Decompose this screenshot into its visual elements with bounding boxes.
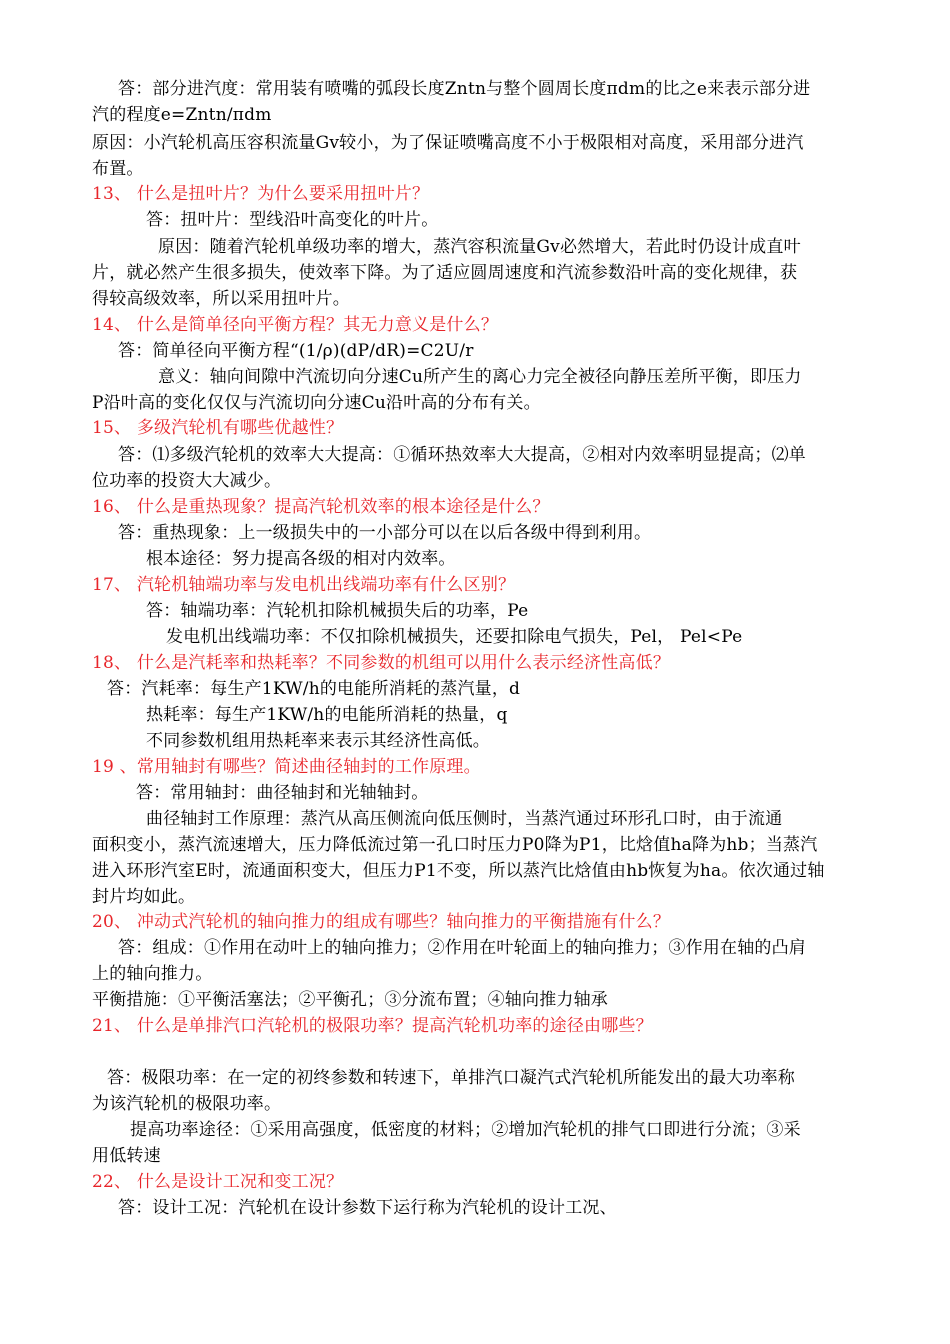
answer-line: 汽的程度e=Zntn/πdm [92,105,272,125]
answer-line: 热耗率：每生产1KW/h的电能所消耗的热量，q [146,705,508,725]
question-heading: 20、 冲动式汽轮机的轴向推力的组成有哪些？轴向推力的平衡措施有什么？ [92,912,671,932]
answer-line: 得较高级效率，所以采用扭叶片。 [92,289,350,309]
answer-line: 答：重热现象：上一级损失中的一小部分可以在以后各级中得到利用。 [118,523,652,543]
answer-line: 答：常用轴封：曲径轴封和光轴轴封。 [136,783,429,803]
answer-line: 不同参数机组用热耗率来表示其经济性高低。 [146,731,490,751]
answer-line: 原因：小汽轮机高压容积流量Gv较小，为了保证喷嘴高度不小于极限相对高度，采用部分进汽 [92,133,804,153]
answer-line: 上的轴向推力。 [92,964,213,984]
answer-line: 用低转速 [92,1146,161,1166]
answer-line: 面积变小，蒸汽流速增大，压力降低流过第一孔口时压力P0降为P1，比焓值ha降为hb；当蒸汽 [92,835,818,855]
question-heading: 16、 什么是重热现象？提高汽轮机效率的根本途径是什么？ [92,497,550,517]
answer-line: 原因：随着汽轮机单级功率的增大，蒸汽容积流量Gv必然增大，若此时仍设计成直叶 [158,237,801,257]
question-heading: 21、 什么是单排汽口汽轮机的极限功率？提高汽轮机功率的途径由哪些？ [92,1016,653,1036]
answer-line: P沿叶高的变化仅仅与汽流切向分速Cu沿叶高的分布有关。 [92,393,541,413]
answer-line: 答：极限功率：在一定的初终参数和转速下，单排汽口凝汽式汽轮机所能发出的最大功率称 [107,1068,795,1088]
answer-line: 为该汽轮机的极限功率。 [92,1094,282,1114]
answer-line: 根本途径：努力提高各级的相对内效率。 [146,549,456,569]
answer-line: 曲径轴封工作原理：蒸汽从高压侧流向低压侧时，当蒸汽通过环形孔口时，由于流通 [146,809,783,829]
question-heading: 18、 什么是汽耗率和热耗率？不同参数的机组可以用什么表示经济性高低？ [92,653,671,673]
answer-line: 答：轴端功率：汽轮机扣除机械损失后的功率，Pe [146,601,529,621]
question-heading: 15、 多级汽轮机有哪些优越性？ [92,418,344,438]
answer-line: 片，就必然产生很多损失，使效率下降。为了适应圆周速度和汽流参数沿叶高的变化规律，获 [92,263,798,283]
answer-line: 答：扭叶片：型线沿叶高变化的叶片。 [146,210,439,230]
answer-line: 答：⑴多级汽轮机的效率大大提高：①循环热效率大大提高，②相对内效率明显提高；⑵单 [118,445,806,465]
answer-line: 布置。 [92,159,144,179]
answer-line: 发电机出线端功率：不仅扣除机械损失，还要扣除电气损失，Pel， Pel<Pe [166,627,743,647]
question-heading: 13、 什么是扭叶片？为什么要采用扭叶片？ [92,184,430,204]
answer-line: 答：汽耗率：每生产1KW/h的电能所消耗的蒸汽量，d [107,679,521,699]
answer-line: 意义：轴向间隙中汽流切向分速Cu所产生的离心力完全被径向静压差所平衡，即压力 [158,367,802,387]
answer-line: 平衡措施：①平衡活塞法；②平衡孔；③分流布置；④轴向推力轴承 [92,990,608,1010]
answer-line: 答：简单径向平衡方程“(1/ρ)(dP/dR)=C2U/r [118,341,474,361]
answer-line: 答：部分进汽度：常用装有喷嘴的弧段长度Zntn与整个圆周长度πdm的比之e来表示部分进 [118,79,811,99]
answer-line: 答：设计工况：汽轮机在设计参数下运行称为汽轮机的设计工况、 [118,1198,617,1218]
question-heading: 19 、常用轴封有哪些？简述曲径轴封的工作原理。 [92,757,481,777]
question-heading: 14、 什么是简单径向平衡方程？其无力意义是什么？ [92,315,499,335]
answer-line: 封片均如此。 [92,887,196,907]
answer-line: 提高功率途径：①采用高强度，低密度的材料；②增加汽轮机的排气口即进行分流；③采 [130,1120,801,1140]
answer-line: 进入环形汽室E时，流通面积变大，但压力P1不变，所以蒸汽比焓值由hb恢复为ha。依次通过轴 [92,861,825,881]
answer-line: 答：组成：①作用在动叶上的轴向推力；②作用在叶轮面上的轴向推力；③作用在轴的凸肩 [118,938,806,958]
question-heading: 17、 汽轮机轴端功率与发电机出线端功率有什么区别？ [92,575,516,595]
question-heading: 22、 什么是设计工况和变工况？ [92,1172,344,1192]
answer-line: 位功率的投资大大减少。 [92,471,282,491]
